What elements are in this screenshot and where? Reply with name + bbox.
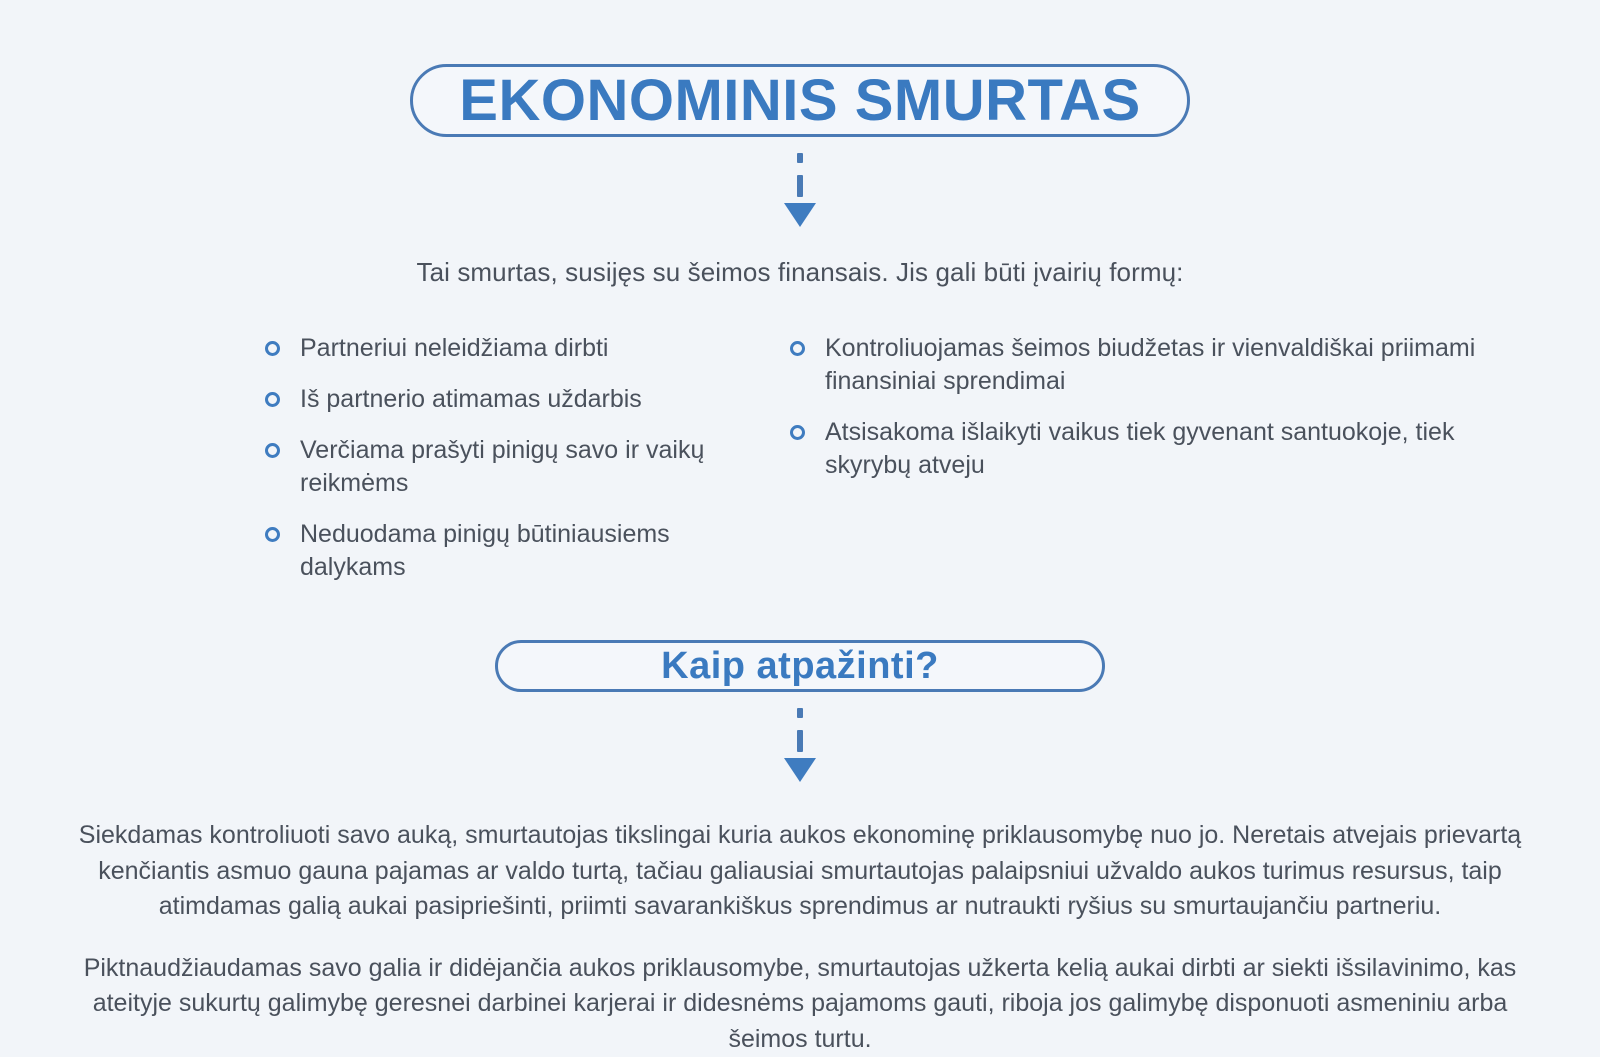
- paragraph: Piktnaudžiaudamas savo galia ir didėjančia aukos priklausomybe, smurtautojas užkerta kelią aukai dirbti ar siekti išsilavinimo, kas ateityje sukurtų galimybę geresnei darbinei karjerai ir didesnėms pajamoms gauti, riboja jos galimybę disponuoti asmeniniu arba šeimos turtu.: [83, 953, 1517, 1053]
- list-item: [265, 383, 730, 416]
- circle-outline-icon: [265, 392, 280, 407]
- circle-outline-icon: [790, 341, 805, 356]
- arrow-dash-segment: [797, 730, 803, 752]
- paragraph: Siekdamas kontroliuoti savo auką, smurtautojas tikslingai kuria aukos ekonominę priklausomybę nuo jo. Neretais atvejais prievartą kenčiantis asmuo gauna pajamas ar valdo turtą, tačiau galiausiai smurtautojas palaipsniui užvaldo aukos turimus resursus, taip atimdamas galią aukai pasipriešinti, priimti savarankiškus sprendimus ar nutraukti ryšius su smurtaujančiu partneriu.: [78, 821, 1522, 920]
- page-title: EKONOMINIS SMURTAS: [459, 68, 1141, 133]
- intro-text: Tai smurtas, susijęs su šeimos finansais. Jis gali būti įvairių formų:: [416, 257, 1184, 287]
- list-item: [790, 416, 1490, 482]
- circle-outline-icon: [265, 341, 280, 356]
- list-item: [265, 434, 730, 500]
- forms-left-column: [90, 332, 730, 584]
- arrow-down-icon-bottom: [780, 692, 820, 782]
- list-item-label: Verčiama prašyti pinigų savo ir vaikų reikmėms: [300, 436, 705, 497]
- title-pill: [410, 64, 1190, 137]
- forms-right-column: [790, 332, 1490, 584]
- body-paragraphs: [55, 818, 1545, 1057]
- arrow-dash-segment: [797, 175, 803, 197]
- arrow-down-icon-top: [780, 137, 820, 227]
- list-item-label: Partneriui neleidžiama dirbti: [300, 334, 609, 362]
- arrow-head: [784, 758, 816, 782]
- forms-columns: [90, 332, 1510, 584]
- circle-outline-icon: [265, 443, 280, 458]
- list-item-label: Atsisakoma išlaikyti vaikus tiek gyvenant santuokoje, tiek skyrybų atveju: [825, 418, 1455, 479]
- subtitle-label: Kaip atpažinti?: [661, 644, 939, 687]
- list-item: [790, 332, 1490, 398]
- list-item: [265, 518, 730, 584]
- subtitle-pill: [495, 640, 1105, 692]
- circle-outline-icon: [265, 527, 280, 542]
- list-item: [265, 332, 730, 365]
- arrow-dash-segment: [797, 708, 803, 718]
- circle-outline-icon: [790, 425, 805, 440]
- arrow-head: [784, 203, 816, 227]
- list-item-label: Neduodama pinigų būtiniausiems dalykams: [300, 520, 670, 581]
- list-item-label: Iš partnerio atimamas uždarbis: [300, 385, 642, 413]
- arrow-dash-segment: [797, 153, 803, 163]
- list-item-label: Kontroliuojamas šeimos biudžetas ir vienvaldiškai priimami finansiniai sprendimai: [825, 334, 1476, 395]
